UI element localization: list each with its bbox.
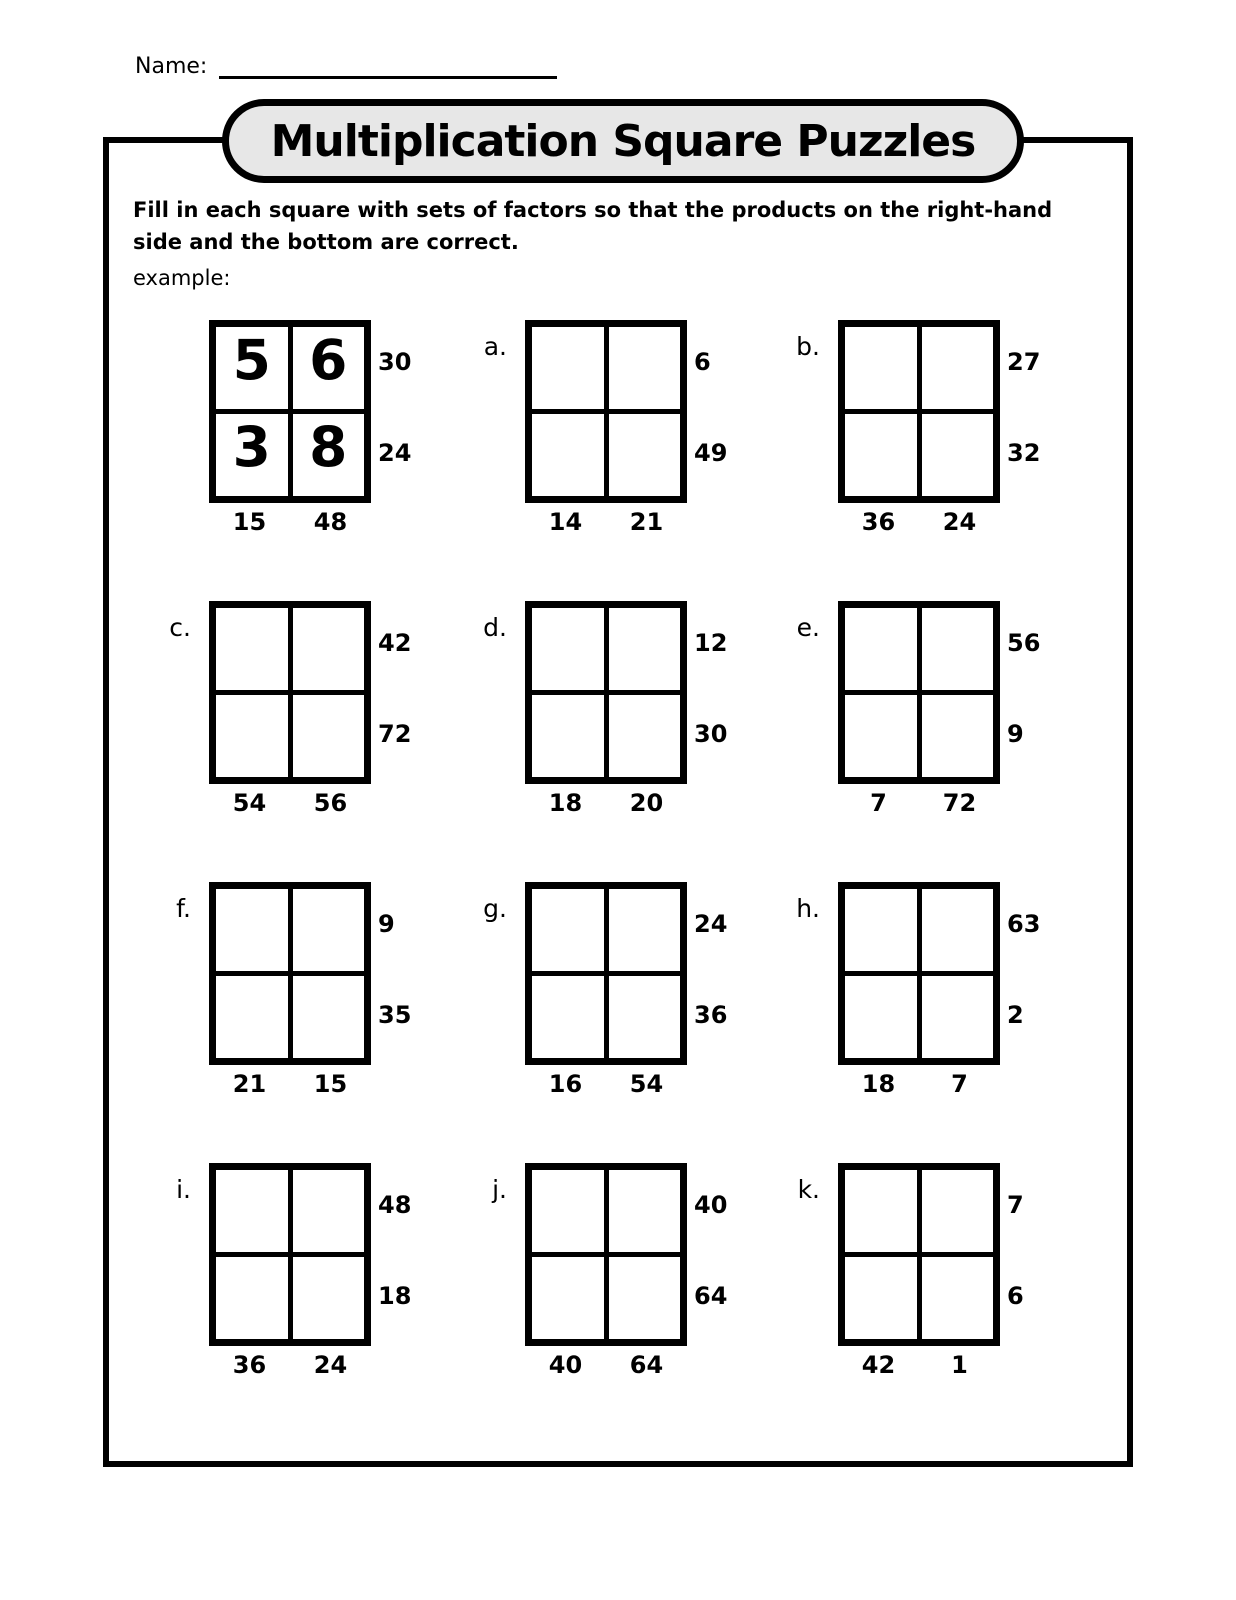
right-product: 30 xyxy=(378,347,412,376)
factor-cell[interactable] xyxy=(845,976,917,1058)
factor-cell[interactable] xyxy=(532,976,604,1058)
name-blank-line[interactable] xyxy=(219,52,557,79)
factor-cell[interactable] xyxy=(609,327,681,409)
right-products xyxy=(694,597,727,780)
factor-cell[interactable] xyxy=(609,1170,681,1252)
puzzle-grid xyxy=(525,1163,687,1346)
factor-cell[interactable] xyxy=(609,608,681,690)
puzzle-letter: f. xyxy=(176,894,191,923)
name-row xyxy=(135,52,557,79)
puzzle-grid xyxy=(209,601,371,784)
factor-cell[interactable] xyxy=(845,608,917,690)
right-product: 7 xyxy=(1007,1190,1024,1219)
right-product: 42 xyxy=(378,628,412,657)
instructions-text: Fill in each square with sets of factors so that the products on the right-hand side and the bottom are correct. xyxy=(133,198,1053,254)
puzzle-b xyxy=(796,320,1041,536)
puzzle-c xyxy=(169,601,412,817)
factor-cell[interactable] xyxy=(216,695,288,777)
puzzle-grid xyxy=(525,882,687,1065)
puzzle-grid xyxy=(209,1163,371,1346)
bottom-products xyxy=(209,508,371,536)
puzzle-j xyxy=(492,1163,728,1379)
puzzle-letter: h. xyxy=(796,894,820,923)
right-products xyxy=(1007,878,1040,1061)
bottom-product: 72 xyxy=(942,789,977,817)
puzzle-grid xyxy=(838,882,1000,1065)
bottom-product: 20 xyxy=(629,789,664,817)
bottom-products xyxy=(209,1351,371,1379)
bottom-products xyxy=(525,508,687,536)
factor-cell[interactable] xyxy=(216,889,288,971)
puzzle-letter: i. xyxy=(176,1175,191,1204)
factor-cell[interactable] xyxy=(532,1257,604,1339)
factor-cell[interactable] xyxy=(293,1170,365,1252)
bottom-product: 56 xyxy=(313,789,348,817)
bottom-product: 64 xyxy=(629,1351,664,1379)
bottom-product: 14 xyxy=(548,508,583,536)
bottom-product: 1 xyxy=(951,1351,968,1379)
bottom-products xyxy=(209,1070,371,1098)
bottom-product: 54 xyxy=(629,1070,664,1098)
right-product: 72 xyxy=(378,720,412,749)
factor-cell[interactable] xyxy=(216,1257,288,1339)
factor-cell[interactable] xyxy=(845,695,917,777)
puzzle-letter: g. xyxy=(483,894,507,923)
right-product: 36 xyxy=(694,1001,728,1030)
right-product: 27 xyxy=(1007,347,1041,376)
factor-cell[interactable] xyxy=(609,889,681,971)
right-products xyxy=(694,878,727,1061)
right-product: 12 xyxy=(694,628,728,657)
factor-cell[interactable] xyxy=(609,976,681,1058)
factor-cell[interactable] xyxy=(922,1257,994,1339)
puzzle-example xyxy=(209,320,412,536)
puzzle-grid xyxy=(838,320,1000,503)
factor-cell[interactable] xyxy=(845,414,917,496)
right-product: 48 xyxy=(378,1190,412,1219)
bottom-product: 48 xyxy=(313,508,348,536)
factor-cell[interactable] xyxy=(609,1257,681,1339)
right-products xyxy=(1007,316,1040,499)
right-product: 18 xyxy=(378,1282,412,1311)
right-products xyxy=(694,316,727,499)
factor-cell[interactable] xyxy=(922,414,994,496)
example-label: example: xyxy=(133,266,231,290)
factor-cell[interactable] xyxy=(216,1170,288,1252)
puzzle-g xyxy=(483,882,728,1098)
puzzle-k xyxy=(797,1163,1024,1379)
factor-cell[interactable] xyxy=(922,327,994,409)
factor-cell[interactable]: 5 xyxy=(216,327,288,409)
puzzle-h xyxy=(796,882,1041,1098)
puzzle-e xyxy=(796,601,1041,817)
right-products xyxy=(1007,597,1040,780)
right-product: 6 xyxy=(1007,1282,1024,1311)
right-product: 24 xyxy=(694,909,728,938)
page-title: Multiplication Square Puzzles xyxy=(270,115,976,167)
factor-cell[interactable] xyxy=(845,327,917,409)
right-product: 32 xyxy=(1007,439,1041,468)
factor-cell[interactable] xyxy=(293,976,365,1058)
bottom-product: 7 xyxy=(870,789,887,817)
right-product: 2 xyxy=(1007,1001,1024,1030)
puzzle-grid xyxy=(838,601,1000,784)
bottom-product: 15 xyxy=(232,508,267,536)
puzzle-letter: a. xyxy=(483,332,507,361)
puzzle-grid xyxy=(525,320,687,503)
factor-cell[interactable] xyxy=(845,1170,917,1252)
bottom-product: 36 xyxy=(861,508,896,536)
puzzle-grid xyxy=(209,320,371,503)
bottom-products xyxy=(838,1351,1000,1379)
factor-cell[interactable] xyxy=(922,695,994,777)
puzzle-grid xyxy=(209,882,371,1065)
puzzle-letter: b. xyxy=(796,332,820,361)
factor-cell[interactable] xyxy=(922,889,994,971)
right-product: 64 xyxy=(694,1282,728,1311)
bottom-product: 36 xyxy=(232,1351,267,1379)
right-product: 30 xyxy=(694,720,728,749)
factor-cell[interactable] xyxy=(532,327,604,409)
right-products xyxy=(378,878,411,1061)
factor-cell[interactable] xyxy=(293,889,365,971)
bottom-products xyxy=(838,508,1000,536)
bottom-product: 24 xyxy=(942,508,977,536)
bottom-product: 7 xyxy=(951,1070,968,1098)
factor-cell[interactable] xyxy=(532,1170,604,1252)
right-products xyxy=(378,597,411,780)
puzzle-f xyxy=(176,882,412,1098)
bottom-product: 15 xyxy=(313,1070,348,1098)
bottom-product: 16 xyxy=(548,1070,583,1098)
bottom-product: 54 xyxy=(232,789,267,817)
right-products xyxy=(378,1159,411,1342)
factor-cell[interactable] xyxy=(922,1170,994,1252)
bottom-products xyxy=(525,1351,687,1379)
puzzle-letter: j. xyxy=(492,1175,507,1204)
right-products xyxy=(378,316,411,499)
bottom-product: 24 xyxy=(313,1351,348,1379)
factor-cell[interactable] xyxy=(532,608,604,690)
right-product: 63 xyxy=(1007,909,1041,938)
right-product: 35 xyxy=(378,1001,412,1030)
puzzle-a xyxy=(483,320,728,536)
bottom-products xyxy=(209,789,371,817)
right-product: 56 xyxy=(1007,628,1041,657)
bottom-product: 21 xyxy=(232,1070,267,1098)
bottom-product: 18 xyxy=(861,1070,896,1098)
factor-cell[interactable] xyxy=(216,976,288,1058)
factor-cell[interactable] xyxy=(845,889,917,971)
puzzle-d xyxy=(483,601,728,817)
factor-cell[interactable] xyxy=(293,1257,365,1339)
right-products xyxy=(1007,1159,1024,1342)
puzzle-grid xyxy=(838,1163,1000,1346)
right-product: 9 xyxy=(1007,720,1024,749)
puzzle-letter: e. xyxy=(796,613,820,642)
puzzle-letter: d. xyxy=(483,613,507,642)
right-product: 24 xyxy=(378,439,412,468)
factor-cell[interactable]: 3 xyxy=(216,414,288,496)
factor-cell[interactable] xyxy=(532,695,604,777)
puzzle-i xyxy=(176,1163,412,1379)
bottom-products xyxy=(525,789,687,817)
factor-cell[interactable] xyxy=(216,608,288,690)
factor-cell[interactable]: 8 xyxy=(293,414,365,496)
bottom-product: 21 xyxy=(629,508,664,536)
right-product: 40 xyxy=(694,1190,728,1219)
puzzle-letter: c. xyxy=(169,613,191,642)
factor-cell[interactable] xyxy=(293,608,365,690)
factor-cell[interactable] xyxy=(532,414,604,496)
right-products xyxy=(694,1159,727,1342)
factor-cell[interactable]: 6 xyxy=(293,327,365,409)
name-label: Name: xyxy=(135,54,208,79)
right-product: 49 xyxy=(694,439,728,468)
factor-cell[interactable] xyxy=(609,414,681,496)
bottom-products xyxy=(838,789,1000,817)
factor-cell[interactable] xyxy=(922,608,994,690)
factor-cell[interactable] xyxy=(845,1257,917,1339)
puzzle-letter: k. xyxy=(797,1175,820,1204)
puzzle-grid xyxy=(525,601,687,784)
bottom-product: 18 xyxy=(548,789,583,817)
bottom-product: 40 xyxy=(548,1351,583,1379)
bottom-products xyxy=(838,1070,1000,1098)
title-banner xyxy=(222,99,1024,183)
factor-cell[interactable] xyxy=(922,976,994,1058)
bottom-product: 42 xyxy=(861,1351,896,1379)
factor-cell[interactable] xyxy=(609,695,681,777)
factor-cell[interactable] xyxy=(293,695,365,777)
bottom-products xyxy=(525,1070,687,1098)
right-product: 9 xyxy=(378,909,395,938)
right-product: 6 xyxy=(694,347,711,376)
factor-cell[interactable] xyxy=(532,889,604,971)
